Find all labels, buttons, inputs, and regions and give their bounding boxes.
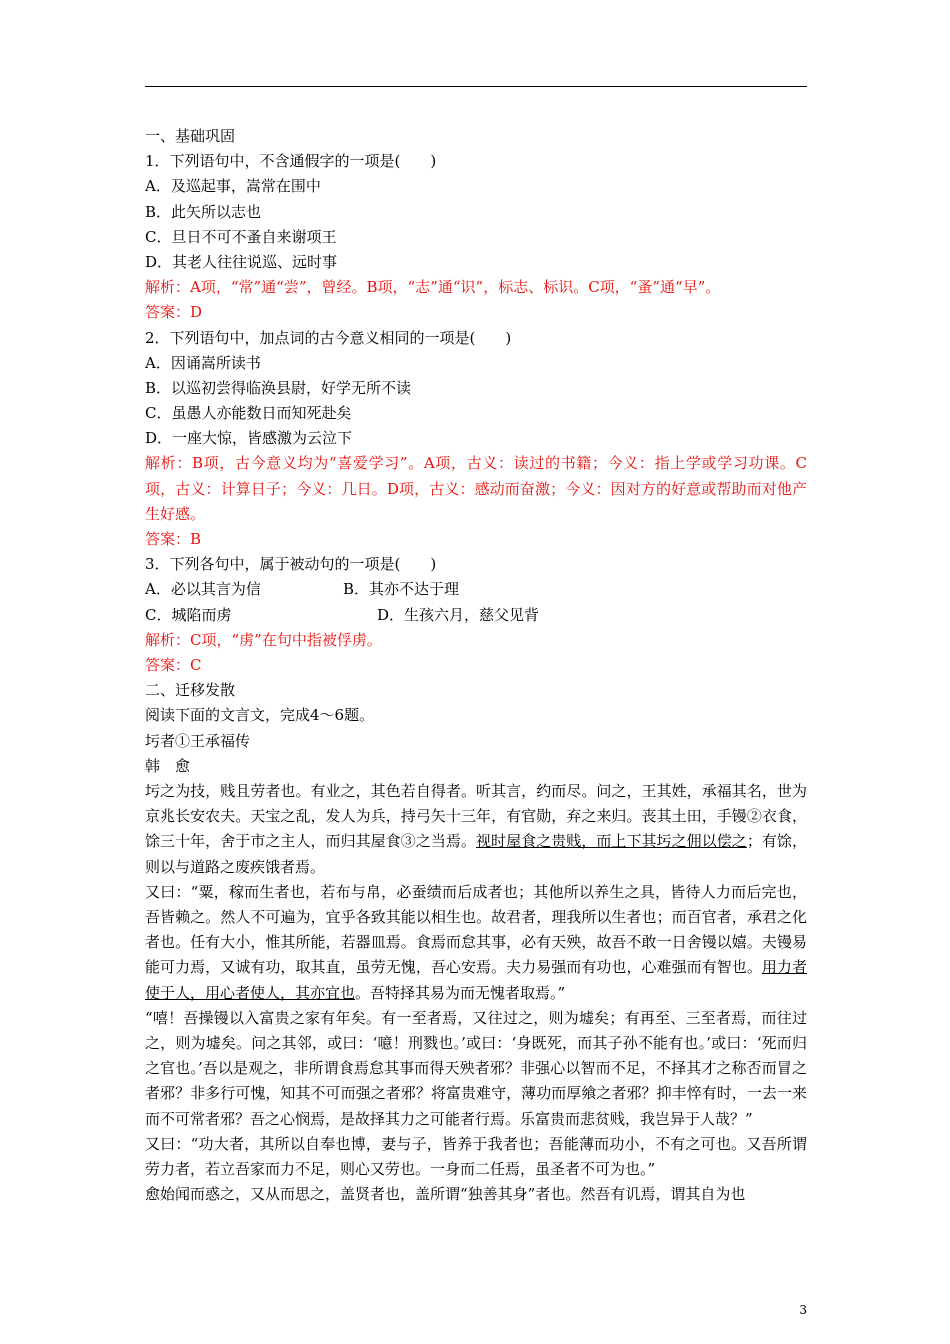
- options-row-cd: [145, 603, 807, 628]
- option-d: D．其老人往往说巡、远时事: [145, 252, 338, 271]
- answer: 答案：B: [145, 530, 202, 549]
- passage-paragraph: 又曰：“粟，稼而生者也，若布与帛，必蚕绩而后成者也；其他所以养生之具，皆待人力而后完也，吾皆赖之。然人不可遍为，宜乎各致其能以相生也。故君者，理我所以生者也；而百官者，承君之化者也。任有大小，惟其所能，若器皿焉。食焉而怠其事，必有天殃，故吾不敢一日舍镘以嬉。夫镘易能可力焉，又诚有功，取其直，虽劳无愧，吾心安焉。夫力易强而有功也，心难强而有智也。用力者使于人，用心者使人，其亦宜也。吾特择其易为而无愧者取焉。”: [145, 882, 807, 1002]
- passage-paragraph: 愈始闻而惑之，又从而思之，盖贤者也，盖所谓“独善其身”者也。然吾有讥焉，谓其自为也: [145, 1185, 746, 1204]
- analysis: 解析：B项，古今意义均为“喜爱学习”。A项，古义：读过的书籍；今义：指上学或学习功课。C项，古义：计算日子；今义：几日。D项，古义：感动而奋激；今义：因对方的好意或帮助而对他产生好感。: [145, 454, 807, 523]
- option-a: A．必以其言为信: [145, 580, 261, 599]
- options-row-ab: [145, 577, 807, 602]
- document-body: [145, 124, 807, 1207]
- header-rule: [145, 86, 807, 87]
- passage-paragraph: 圬之为技，贱且劳者也。有业之，其色若自得者。听其言，约而尽。问之，王其姓，承福其名，世为京兆长安农夫。天宝之乱，发人为兵，持弓矢十三年，有官勋，弃之来归。丧其土田，手镘②衣食，馀三十年，舍于市之主人，而归其屋食③之当焉。视时屋食之贵贱，而上下其圬之佣以偿之；有馀，则以与道路之废疾饿者焉。: [145, 781, 807, 876]
- option-a: A．及巡起事，嵩常在围中: [145, 177, 321, 196]
- analysis: 解析：A项，“常”通“尝”，曾经。B项，“志”通“识”，标志、标识。C项，“蚤”通“早”。: [145, 278, 721, 297]
- option-c: C．虽愚人亦能数日而知死赴矣: [145, 404, 352, 423]
- answer: 答案：C: [145, 656, 202, 674]
- option-b: B．以巡初尝得临涣县尉，好学无所不读: [145, 378, 412, 397]
- underlined-sentence: 视时屋食之贵贱，而上下其圬之佣以偿之: [476, 832, 747, 851]
- option-a: A．因诵嵩所读书: [145, 353, 261, 372]
- option-c: C．城陷而虏: [145, 605, 232, 624]
- option-b: B．其亦不达于理: [343, 580, 460, 599]
- option-d: D．生孩六月，慈父见背: [377, 605, 540, 624]
- question-stem: 2．下列语句中，加点词的古今意义相同的一项是( ): [145, 328, 512, 347]
- question-stem: 1．下列语句中，不含通假字的一项是( ): [145, 152, 437, 171]
- answer: 答案：D: [145, 303, 203, 322]
- option-b: B．此矢所以志也: [145, 202, 262, 221]
- passage-paragraph: 又曰：“功大者，其所以自奉也博，妻与子，皆养于我者也；吾能薄而功小，不有之可也。又吾所谓劳力者，若立吾家而力不足，则心又劳也。一身而二任焉，虽圣者不可为也。”: [145, 1134, 807, 1178]
- analysis: 解析：C项，“虏”在句中指被俘虏。: [145, 630, 382, 649]
- section-heading: 一、基础巩固: [145, 127, 236, 145]
- passage-paragraph: “嘻！吾操镘以入富贵之家有年矣。有一至者焉，又往过之，则为墟矣；有再至、三至者焉，而往过之，则为墟矣。问之其邻，或曰：‘噫！刑戮也。’或曰：‘身既死，而其子孙不能有也。’或曰：‘死而归之官也。’吾以是观之，非所谓食焉怠其事而得天殃者邪？非强心以智而不足，不择其才之称否而冒之者邪？非多行可愧，知其不可而强之者邪？将富贵难守，薄功而厚飨之者邪？抑丰悴有时，一去一来而不可常者邪？吾之心悯焉，是故择其力之可能者行焉。乐富贵而悲贫贱，我岂异于人哉？”: [145, 1008, 807, 1128]
- underlined-sentence: 用力者使于人，用心者使人，其亦宜也: [145, 958, 807, 1002]
- question-stem: 3．下列各句中，属于被动句的一项是( ): [145, 555, 437, 574]
- passage-title: 圬者①王承福传: [145, 731, 251, 750]
- reading-instruction: 阅读下面的文言文，完成4～6题。: [145, 706, 375, 725]
- option-c: C．旦日不可不蚤自来谢项王: [145, 227, 337, 246]
- passage-author: 韩 愈: [145, 756, 191, 775]
- section-heading: 二、迁移发散: [145, 681, 236, 700]
- page-number: 3: [799, 1303, 807, 1317]
- option-d: D．一座大惊，皆感激为云泣下: [145, 429, 353, 448]
